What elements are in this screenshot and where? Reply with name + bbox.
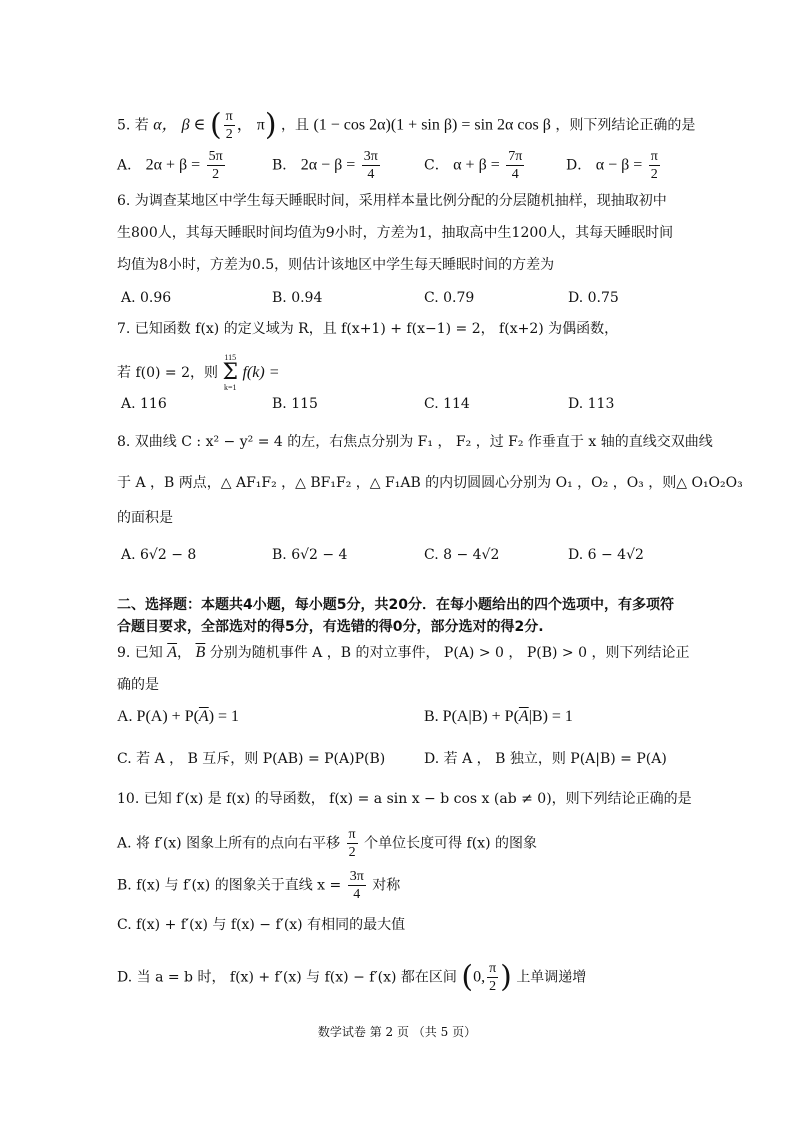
q6-option-b: B. 0.94 — [272, 290, 323, 306]
q8-line1: 8. 双曲线 C : x² − y² = 4 的左，右焦点分别为 F₁ ， F₂ ，过 F₂ 作垂直于 x 轴的直线交双曲线 — [117, 434, 713, 450]
q8-option-d: D. 6 − 4√2 — [568, 547, 644, 563]
q8-option-a: A. 6√2 − 8 — [121, 547, 197, 563]
q7-sum-expr: f(k) = — [242, 364, 280, 381]
q7-line2 — [117, 353, 279, 393]
q5-option-a: A． 2α + β = $\frac{5\pi}{2}$ — [117, 149, 223, 182]
section-2-line2: 合题目要求，全部选对的得5分，有选错的得0分，部分选对的得2分. — [117, 619, 544, 635]
q6-option-d: D. 0.75 — [568, 290, 619, 306]
q10-line1: 10. 已知 f′(x) 是 f(x) 的导函数， f(x) = a sin x − b cos x (ab ≠ 0)，则下列结论正确的是 — [117, 791, 692, 807]
q5-alpha-beta: α， β ∈ — [153, 116, 206, 134]
q5-stem-a: 5. 若 — [117, 117, 149, 134]
q9-option-a: A. $P(A) + P(\overline{A}) = 1$ — [117, 708, 240, 725]
q7-option-b: B. 115 — [272, 396, 318, 412]
q5-option-b: B． 2α − β = $\frac{3\pi}{4}$ — [272, 149, 378, 182]
q8-option-b: B. 6√2 − 4 — [272, 547, 348, 563]
paren-left: ( — [461, 959, 474, 995]
q5-stem — [117, 108, 695, 143]
q9-option-b: B. $P(A|B) + P(\overline{A}|B) = 1$ — [424, 708, 573, 725]
q10-option-c: C. f(x) + f′(x) 与 f(x) − f′(x) 有相同的最大值 — [117, 917, 406, 933]
q10-option-b: B. f(x) 与 f′(x) 的图象关于直线 x = $\frac{3\pi}{4}$ 对称 — [117, 869, 401, 902]
summation-sign: 115 Σ k=1 — [222, 353, 239, 392]
q7-option-c: C. 114 — [424, 396, 470, 412]
q9-option-d: D. 若 A ， B 独立，则 P(A|B) = P(A) — [424, 751, 667, 767]
paren-left: ( — [209, 107, 222, 143]
q8-line2: 于 A ，B 两点，△ AF₁F₂ ，△ BF₁F₂ ，△ F₁AB 的内切圆圆心分别为 O₁ ，O₂ ，O₃ ，则△ O₁O₂O₃ — [117, 475, 743, 491]
paren-right: ) — [500, 959, 512, 995]
section-2-line1: 二、选择题：本题共4小题，每小题5分，共20分．在每小题给出的四个选项中，有多项符 — [117, 597, 674, 613]
q6-line2: 生800人，其每天睡眠时间均值为9小时，方差为1，抽取高中生1200人，其每天睡眠时间 — [117, 225, 674, 241]
q7-option-d: D. 113 — [568, 396, 615, 412]
q7-option-a: A. 116 — [121, 396, 167, 412]
section-2-heading — [117, 594, 697, 638]
q6-line1: 6. 为调查某地区中学生每天睡眠时间，采用样本量比例分配的分层随机抽样，现抽取初中 — [117, 193, 667, 209]
q9-option-c: C. 若 A ， B 互斥，则 P(AB) = P(A)P(B) — [117, 751, 386, 767]
q5-option-d: D． α − β = $\frac{\pi}{2}$ — [566, 149, 658, 182]
q5-stem-b: ，且 — [281, 117, 309, 134]
q6-option-a: A. 0.96 — [121, 290, 172, 306]
q10-option-a: A. 将 f′(x) 图象上所有的点向右平移 $\frac{\pi}{2}$ 个单位长度可得 f(x) 的图象 — [117, 827, 537, 860]
page-footer: 数学试卷 第 2 页 （共 5 页） — [317, 1025, 477, 1039]
q6-option-c: C. 0.79 — [424, 290, 475, 306]
q8-line3: 的面积是 — [117, 510, 173, 526]
q9-line1: 9. 已知 $\overline{A}$， $\overline{B}$ 分别为随机事件 A ，B 的对立事件， P(A) > 0 ， P(B) > 0 ，则下列结论正 — [117, 644, 690, 661]
q8-option-c: C. 8 − 4√2 — [424, 547, 500, 563]
q5-stem-c: ，则下列结论正确的是 — [555, 117, 696, 134]
q7-line2-text: 若 f(0) = 2，则 — [117, 365, 219, 381]
q10-option-d: D. 当 a = b 时， f(x) + f′(x) 与 f(x) − f′(x) 都在区间 (0, $\frac{\pi}{2}$ ) 上单调递增 — [117, 959, 587, 995]
interval-tail: ， π — [236, 116, 265, 134]
paren-right: ) — [264, 107, 277, 143]
fraction: $\frac{\pi}{2}$ — [225, 109, 233, 142]
q9-line2: 确的是 — [117, 677, 159, 693]
q6-line3: 均值为8小时，方差为0.5，则估计该地区中学生每天睡眠时间的方差为 — [117, 257, 555, 273]
q5-equation: (1 − cos 2α)(1 + sin β) = sin 2α cos β — [313, 116, 551, 134]
q5-option-c: C． α + β = $\frac{7\pi}{4}$ — [424, 149, 523, 182]
q7-line1: 7. 已知函数 f(x) 的定义域为 R，且 f(x+1) + f(x−1) = 2， f(x+2) 为偶函数， — [117, 321, 619, 337]
